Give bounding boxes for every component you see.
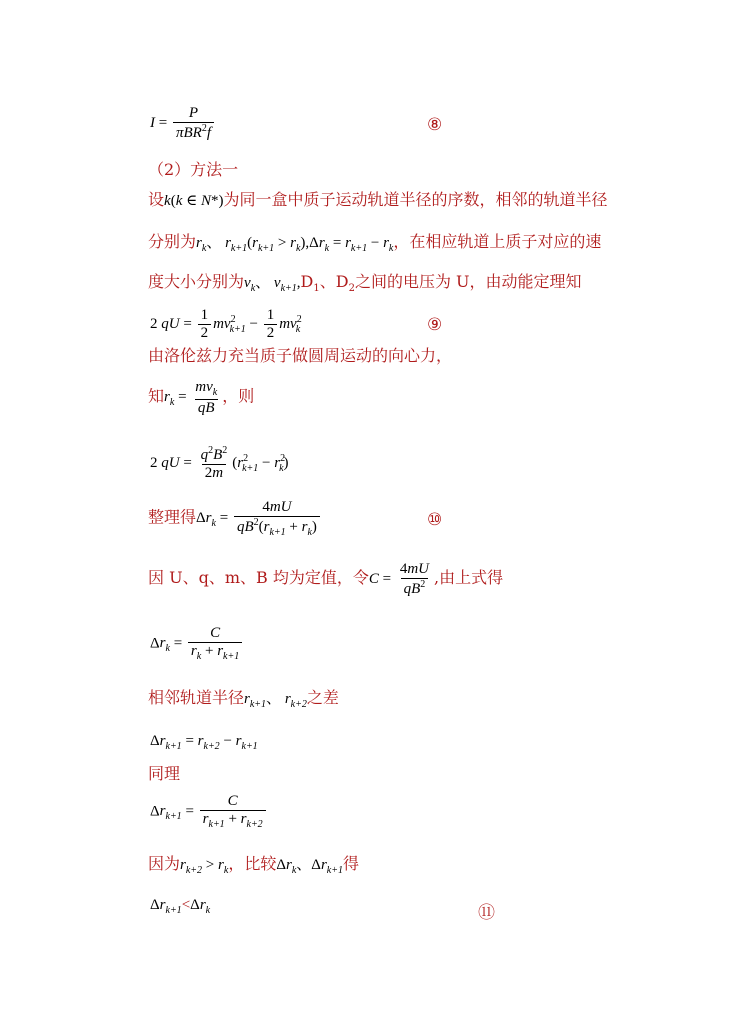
formula-delta-rk1: $\Delta r_{k+1}$ = $\frac{C}{r_{k+1} + r_{k+2}}$ [150,794,268,830]
formula-result: $\Delta r_{k+1}<\Delta r_k$ [150,897,211,916]
text-constant: 因 U、q、m、B 均为定值，令C = $\frac{4mU}{qB^2}$ ,由上式得 [148,561,504,597]
text-lorentz: 由洛伦兹力充当质子做圆周运动的向心力， [148,346,453,365]
text-line-4: 分别为$r_k$、 $r_{k+1}(r_{k+1} > r_k),\Delta r_k = r_{k+1} - r_k$，在相应轨道上质子对应的速 [148,232,602,254]
formula-delta-rk1-def: $\Delta r_{k+1} = r_{k+2} - r_{k+1}$ [150,733,258,752]
text-radius: 知$r_k$ = $\frac{mv_k}{qB}$ ，则 [148,379,255,416]
text-line-5: 度大小分别为$v_k$、 $v_{k+1},D_1$、$D_2$之间的电压为 U，由动能定理知 [148,272,582,295]
text-likewise: 同理 [148,764,181,783]
equation-marker-10: ⑩ [427,510,443,530]
text-adjacent: 相邻轨道半径$r_{k+1}$、 $r_{k+2}$之差 [148,688,339,710]
equation-marker-11: ⑪ [478,903,495,923]
formula-current: I = $\frac{P}{\pi BR^2f}$ [150,106,216,141]
method-heading: （2）方法一 [148,160,239,179]
equation-marker-9: ⑨ [427,315,443,335]
formula-delta-rk: $\Delta r_k$ = $\frac{C}{r_k + r_{k+1}}$ [150,626,244,662]
formula-energy: 2 qU = $\frac{1}{2}$ $mv^2_{k+1}$ − $\frac{1}{2}$ $mv^2_k$ [150,307,302,341]
formula-radius-energy: 2 qU = $\frac{q^2B^2}{2m}$ $(r^2_{k+1} - r^2_k)$ [150,445,289,481]
equation-marker-8: ⑧ [427,115,443,135]
text-line-3: 设k(k ∈ N*)为同一盒中质子运动轨道半径的序数，相邻的轨道半径 [148,190,608,209]
text-compare: 因为$r_{k+2} > r_k$，比较$\Delta r_k$、$\Delta r_{k+1}$得 [148,854,359,876]
text-arrange: 整理得$\Delta r_k$ = $\frac{4mU}{qB^2(r_{k+1} + r_k)}$ [148,500,322,538]
